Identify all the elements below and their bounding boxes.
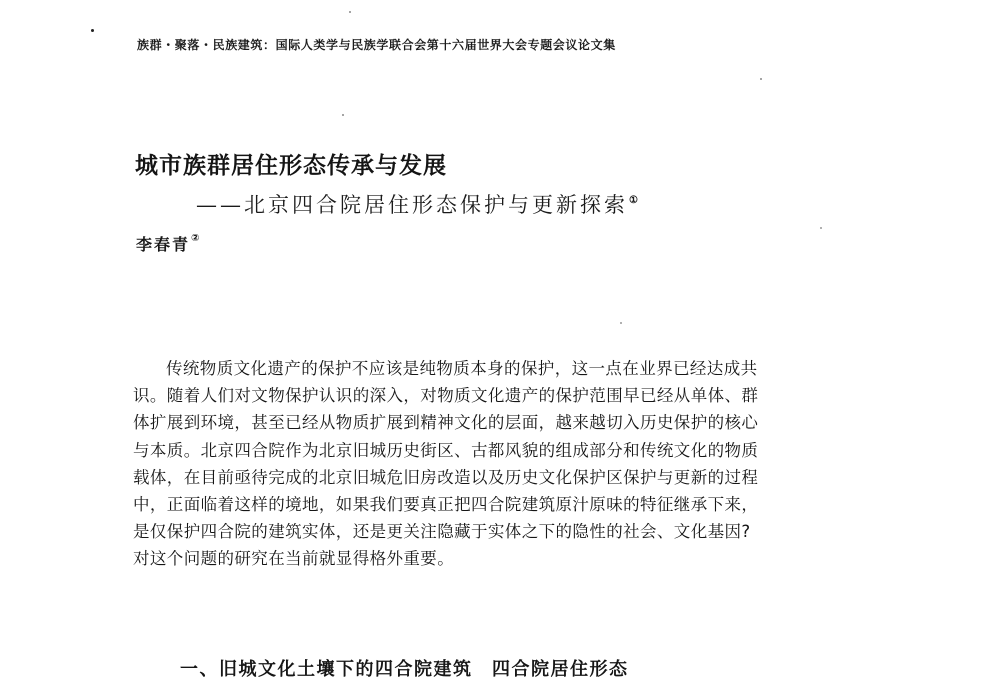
paragraph-line: 传统物质文化遗产的保护不应该是纯物质本身的保护，这一点在业界已经达成共 [166,359,758,378]
body-paragraph [133,355,923,573]
subtitle-text: ——北京四合院居住形态保护与更新探索 [196,193,628,217]
paragraph-line: 是仅保护四合院的建筑实体，还是更关注隐藏于实体之下的隐性的社会、文化基因? [133,522,751,542]
section-heading: 一、旧城文化土壤下的四合院建筑 四合院居住形态 [180,659,629,680]
paragraph-line: 识。随着人们对文物保护认识的深入，对物质文化遗产的保护范围早已经从单体、群 [133,386,759,406]
footnote-marker[interactable]: ① [629,195,638,206]
author-text: 李春青 [136,235,191,254]
scan-speck [620,322,622,324]
footnote-marker[interactable]: ② [191,233,200,244]
paragraph-line: 中，正面临着这样的境地，如果我们要真正把四合院建筑原汁原味的特征继承下来， [133,495,759,515]
article-title: 城市族群居住形态传承与发展 [135,153,447,179]
scan-speck [820,227,822,229]
paragraph-line: 对这个问题的研究在当前就显得格外重要。 [133,549,455,569]
author-name [136,232,199,255]
scan-speck [349,11,351,13]
article-subtitle [196,189,638,219]
running-header: 族群・聚落・民族建筑：国际人类学与民族学联合会第十六届世界大会专题会议论文集 [137,38,616,52]
scan-speck [91,29,94,32]
paragraph-line: 与本质。北京四合院作为北京旧城历史街区、古都风貌的组成部分和传统文化的物质 [133,440,759,460]
paragraph-line: 体扩展到环境，甚至已经从物质扩展到精神文化的层面，越来越切入历史保护的核心 [133,413,759,433]
paragraph-line: 载体，在目前亟待完成的北京旧城危旧房改造以及历史文化保护区保护与更新的过程 [133,467,759,487]
scan-speck [342,114,344,116]
scan-speck [760,78,762,80]
